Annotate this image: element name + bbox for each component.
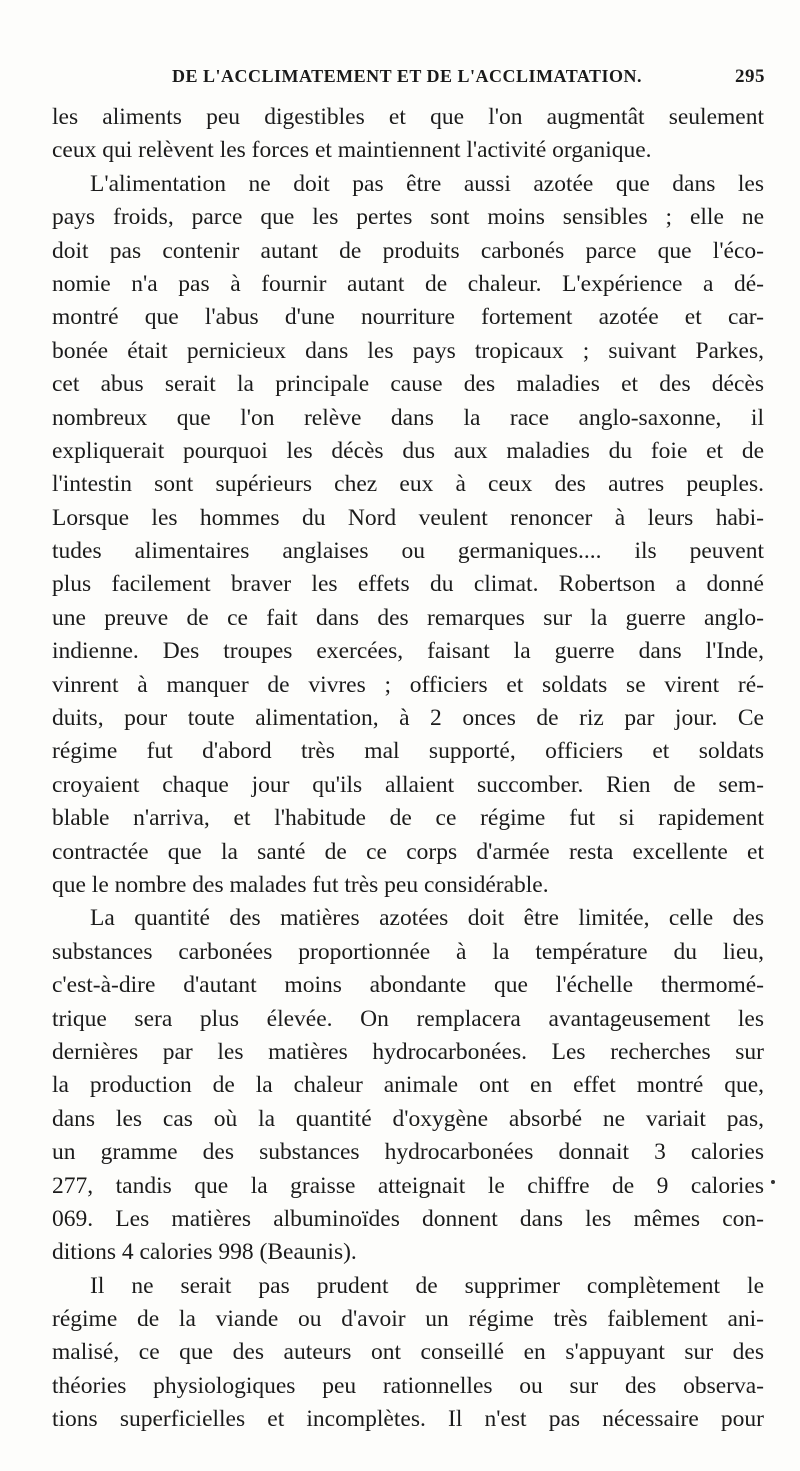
text-line: ditions 4 calories 998 (Beaunis). [52, 1239, 357, 1266]
text-line: une preuve de ce fait dans des remarques sur la guerre anglo- [52, 604, 764, 631]
text-line: c'est-à-dire d'autant moins abondante que l'échelle thermomé- [52, 972, 764, 999]
text-line: la production de la chaleur animale ont en effet montré que, [52, 1072, 764, 1099]
text-line: 069. Les matières albuminoïdes donnent dans les mêmes con- [52, 1205, 764, 1232]
text-line: doit pas contenir autant de produits carbonés parce que l'éco- [52, 237, 764, 264]
text-line: cet abus serait la principale cause des maladies et des décès [52, 371, 764, 398]
text-line: trique sera plus élevée. On remplacera avantageusement les [52, 1005, 764, 1032]
text-line: vinrent à manquer de vivres ; officiers et soldats se virent ré- [52, 671, 764, 698]
text-line: La quantité des matières azotées doit être limitée, celle des [90, 905, 764, 932]
text-line: bonée était pernicieux dans les pays tropicaux ; suivant Parkes, [52, 337, 764, 364]
running-head [50, 66, 765, 96]
text-line: un gramme des substances hydrocarbonées donnait 3 calories [52, 1139, 764, 1166]
text-line: nombreux que l'on relève dans la race anglo-saxonne, il [52, 404, 764, 431]
text-line: théories physiologiques peu rationnelles ou sur des observa- [52, 1372, 764, 1399]
text-line: plus facilement braver les effets du climat. Robertson a donné [52, 571, 764, 598]
text-line: duits, pour toute alimentation, à 2 onces de riz par jour. Ce [52, 705, 764, 732]
text-line: substances carbonées proportionnée à la température du lieu, [52, 938, 764, 965]
text-line: montré que l'abus d'une nourriture fortement azotée et car- [52, 304, 764, 331]
text-line: dernières par les matières hydrocarbonées. Les recherches sur [52, 1038, 764, 1065]
text-line: blable n'arriva, et l'habitude de ce régime fut si rapidement [52, 805, 764, 832]
text-line: ceux qui relèvent les forces et maintiennent l'activité organique. [52, 137, 652, 164]
text-line: Il ne serait pas prudent de supprimer complètement le [90, 1272, 764, 1299]
text-line: dans les cas où la quantité d'oxygène absorbé ne variait pas, [52, 1105, 764, 1132]
text-line: tudes alimentaires anglaises ou germaniques.... ils peuvent [52, 538, 764, 565]
text-line: l'intestin sont supérieurs chez eux à ceux des autres peuples. [52, 471, 764, 498]
page-number: 295 [735, 66, 765, 87]
text-line: contractée que la santé de ce corps d'armée resta excellente et [52, 838, 764, 865]
text-line: les aliments peu digestibles et que l'on augmentât seulement [52, 104, 764, 130]
text-line: 277, tandis que la graisse atteignait le chiffre de 9 calories [52, 1172, 764, 1199]
text-line: tions superficielles et incomplètes. Il n'est pas nécessaire pour [52, 1406, 764, 1433]
text-line: indienne. Des troupes exercées, faisant la guerre dans l'Inde, [52, 638, 764, 665]
text-line: malisé, ce que des auteurs ont conseillé en s'appuyant sur des [52, 1339, 764, 1366]
text-line: régime fut d'abord très mal supporté, officiers et soldats [52, 738, 764, 765]
body-text [52, 101, 764, 1437]
ink-speck [771, 1180, 775, 1184]
text-line: pays froids, parce que les pertes sont moins sensibles ; elle ne [52, 204, 764, 231]
text-line: régime de la viande ou d'avoir un régime très faiblement ani- [52, 1306, 764, 1333]
running-title: DE L'ACCLIMATEMENT ET DE L'ACCLIMATATION. [172, 66, 643, 86]
text-line: L'alimentation ne doit pas être aussi azotée que dans les [90, 170, 764, 197]
text-line: croyaient chaque jour qu'ils allaient succomber. Rien de sem- [52, 771, 764, 798]
text-line: nomie n'a pas à fournir autant de chaleur. L'expérience a dé- [52, 270, 764, 297]
text-line: que le nombre des malades fut très peu considérable. [52, 871, 549, 898]
text-line: Lorsque les hommes du Nord veulent renoncer à leurs habi- [52, 504, 764, 531]
text-line: expliquerait pourquoi les décès dus aux maladies du foie et de [52, 437, 764, 464]
